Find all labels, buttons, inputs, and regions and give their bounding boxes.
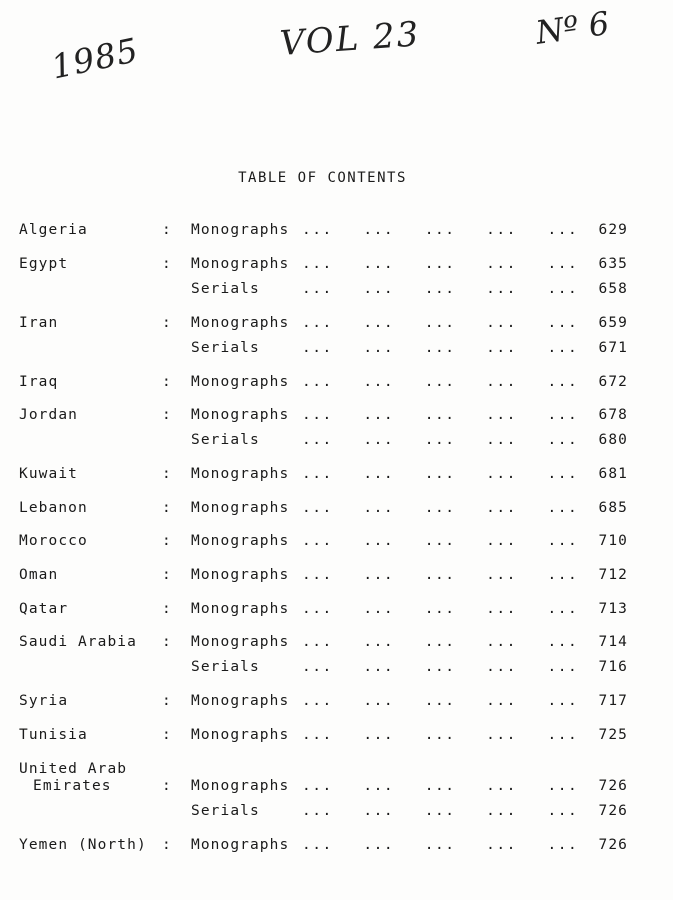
toc-row (0, 498, 673, 518)
toc-type: Serials (191, 432, 260, 448)
toc-colon: : (162, 222, 172, 238)
handwritten-year: 1985 (47, 30, 143, 87)
toc-country: Syria (19, 693, 69, 709)
toc-leader: ... ... ... ... ... (302, 601, 579, 617)
toc-type: Monographs (191, 778, 290, 794)
toc-country: Egypt (19, 256, 69, 272)
toc-leader: ... ... ... ... ... (302, 432, 579, 448)
toc-colon: : (162, 634, 172, 650)
toc-country: Saudi Arabia (19, 634, 137, 650)
toc-row (0, 691, 673, 711)
toc-country: Tunisia (19, 727, 88, 743)
toc-type: Monographs (191, 567, 290, 583)
toc-type: Monographs (191, 374, 290, 390)
toc-row (0, 835, 673, 855)
toc-row (0, 313, 673, 333)
toc-colon: : (162, 727, 172, 743)
toc-page-number: 726 (598, 837, 628, 853)
toc-type: Monographs (191, 315, 290, 331)
toc-country-line: United Arab (19, 761, 128, 777)
toc-colon: : (162, 407, 172, 423)
toc-row (0, 464, 673, 484)
toc-colon: : (162, 837, 172, 853)
toc-row (0, 657, 673, 677)
toc-type: Monographs (191, 601, 290, 617)
toc-type: Serials (191, 281, 260, 297)
toc-type: Serials (191, 340, 260, 356)
toc-colon: : (162, 567, 172, 583)
toc-colon: : (162, 693, 172, 709)
toc-row (0, 776, 673, 796)
toc-page-number: 678 (598, 407, 628, 423)
toc-type: Monographs (191, 407, 290, 423)
toc-leader: ... ... ... ... ... (302, 803, 579, 819)
toc-row (0, 405, 673, 425)
toc-colon: : (162, 466, 172, 482)
toc-leader: ... ... ... ... ... (302, 407, 579, 423)
toc-leader: ... ... ... ... ... (302, 837, 579, 853)
toc-colon: : (162, 374, 172, 390)
toc-leader: ... ... ... ... ... (302, 567, 579, 583)
toc-row (0, 599, 673, 619)
toc-leader: ... ... ... ... ... (302, 500, 579, 516)
toc-type: Monographs (191, 500, 290, 516)
toc-row (0, 801, 673, 821)
toc-row (0, 372, 673, 392)
toc-page-number: 681 (598, 466, 628, 482)
page-title: TABLE OF CONTENTS (238, 170, 407, 186)
toc-page-number: 629 (598, 222, 628, 238)
toc-leader: ... ... ... ... ... (302, 256, 579, 272)
toc-page-number: 671 (598, 340, 628, 356)
toc-colon: : (162, 256, 172, 272)
toc-page-number: 659 (598, 315, 628, 331)
toc-leader: ... ... ... ... ... (302, 340, 579, 356)
toc-page-number: 672 (598, 374, 628, 390)
toc-row (0, 279, 673, 299)
toc-country: Iraq (19, 374, 59, 390)
toc-row (0, 632, 673, 652)
toc-leader: ... ... ... ... ... (302, 778, 579, 794)
toc-page-number: 717 (598, 693, 628, 709)
toc-page-number: 680 (598, 432, 628, 448)
handwritten-volume: VOL 23 (278, 14, 422, 64)
toc-page-number: 710 (598, 533, 628, 549)
toc-leader: ... ... ... ... ... (302, 315, 579, 331)
toc-type: Monographs (191, 634, 290, 650)
toc-leader: ... ... ... ... ... (302, 533, 579, 549)
toc-page-number: 714 (598, 634, 628, 650)
toc-country: Morocco (19, 533, 88, 549)
toc-colon: : (162, 500, 172, 516)
toc-country: Algeria (19, 222, 88, 238)
toc-row (0, 430, 673, 450)
toc-page-number: 635 (598, 256, 628, 272)
toc-row (0, 565, 673, 585)
toc-type: Monographs (191, 727, 290, 743)
toc-page-number: 726 (598, 803, 628, 819)
toc-type: Monographs (191, 256, 290, 272)
toc-leader: ... ... ... ... ... (302, 693, 579, 709)
toc-row (0, 254, 673, 274)
toc-row (0, 338, 673, 358)
toc-type: Serials (191, 659, 260, 675)
toc-leader: ... ... ... ... ... (302, 659, 579, 675)
toc-leader: ... ... ... ... ... (302, 727, 579, 743)
toc-row (0, 220, 673, 240)
toc-country: Iran (19, 315, 59, 331)
toc-leader: ... ... ... ... ... (302, 634, 579, 650)
toc-colon: : (162, 315, 172, 331)
toc-page-number: 716 (598, 659, 628, 675)
toc-page-number: 685 (598, 500, 628, 516)
toc-type: Monographs (191, 222, 290, 238)
toc-colon: : (162, 778, 172, 794)
toc-leader: ... ... ... ... ... (302, 374, 579, 390)
toc-type: Monographs (191, 466, 290, 482)
toc-country: Lebanon (19, 500, 88, 516)
toc-type: Monographs (191, 693, 290, 709)
toc-country: Jordan (19, 407, 78, 423)
toc-page-number: 713 (598, 601, 628, 617)
toc-colon: : (162, 601, 172, 617)
toc-type: Serials (191, 803, 260, 819)
toc-leader: ... ... ... ... ... (302, 222, 579, 238)
toc-page-number: 658 (598, 281, 628, 297)
toc-row (0, 531, 673, 551)
toc-page-number: 712 (598, 567, 628, 583)
toc-row (0, 725, 673, 745)
toc-country: Emirates (33, 778, 112, 794)
toc-leader: ... ... ... ... ... (302, 466, 579, 482)
toc-country: Yemen (North) (19, 837, 147, 853)
toc-page-number: 725 (598, 727, 628, 743)
toc-country: Oman (19, 567, 59, 583)
toc-page-number: 726 (598, 778, 628, 794)
toc-type: Monographs (191, 837, 290, 853)
toc-colon: : (162, 533, 172, 549)
toc-country: Kuwait (19, 466, 78, 482)
toc-leader: ... ... ... ... ... (302, 281, 579, 297)
toc-type: Monographs (191, 533, 290, 549)
toc-country: Qatar (19, 601, 69, 617)
handwritten-number: Nº 6 (533, 3, 612, 52)
